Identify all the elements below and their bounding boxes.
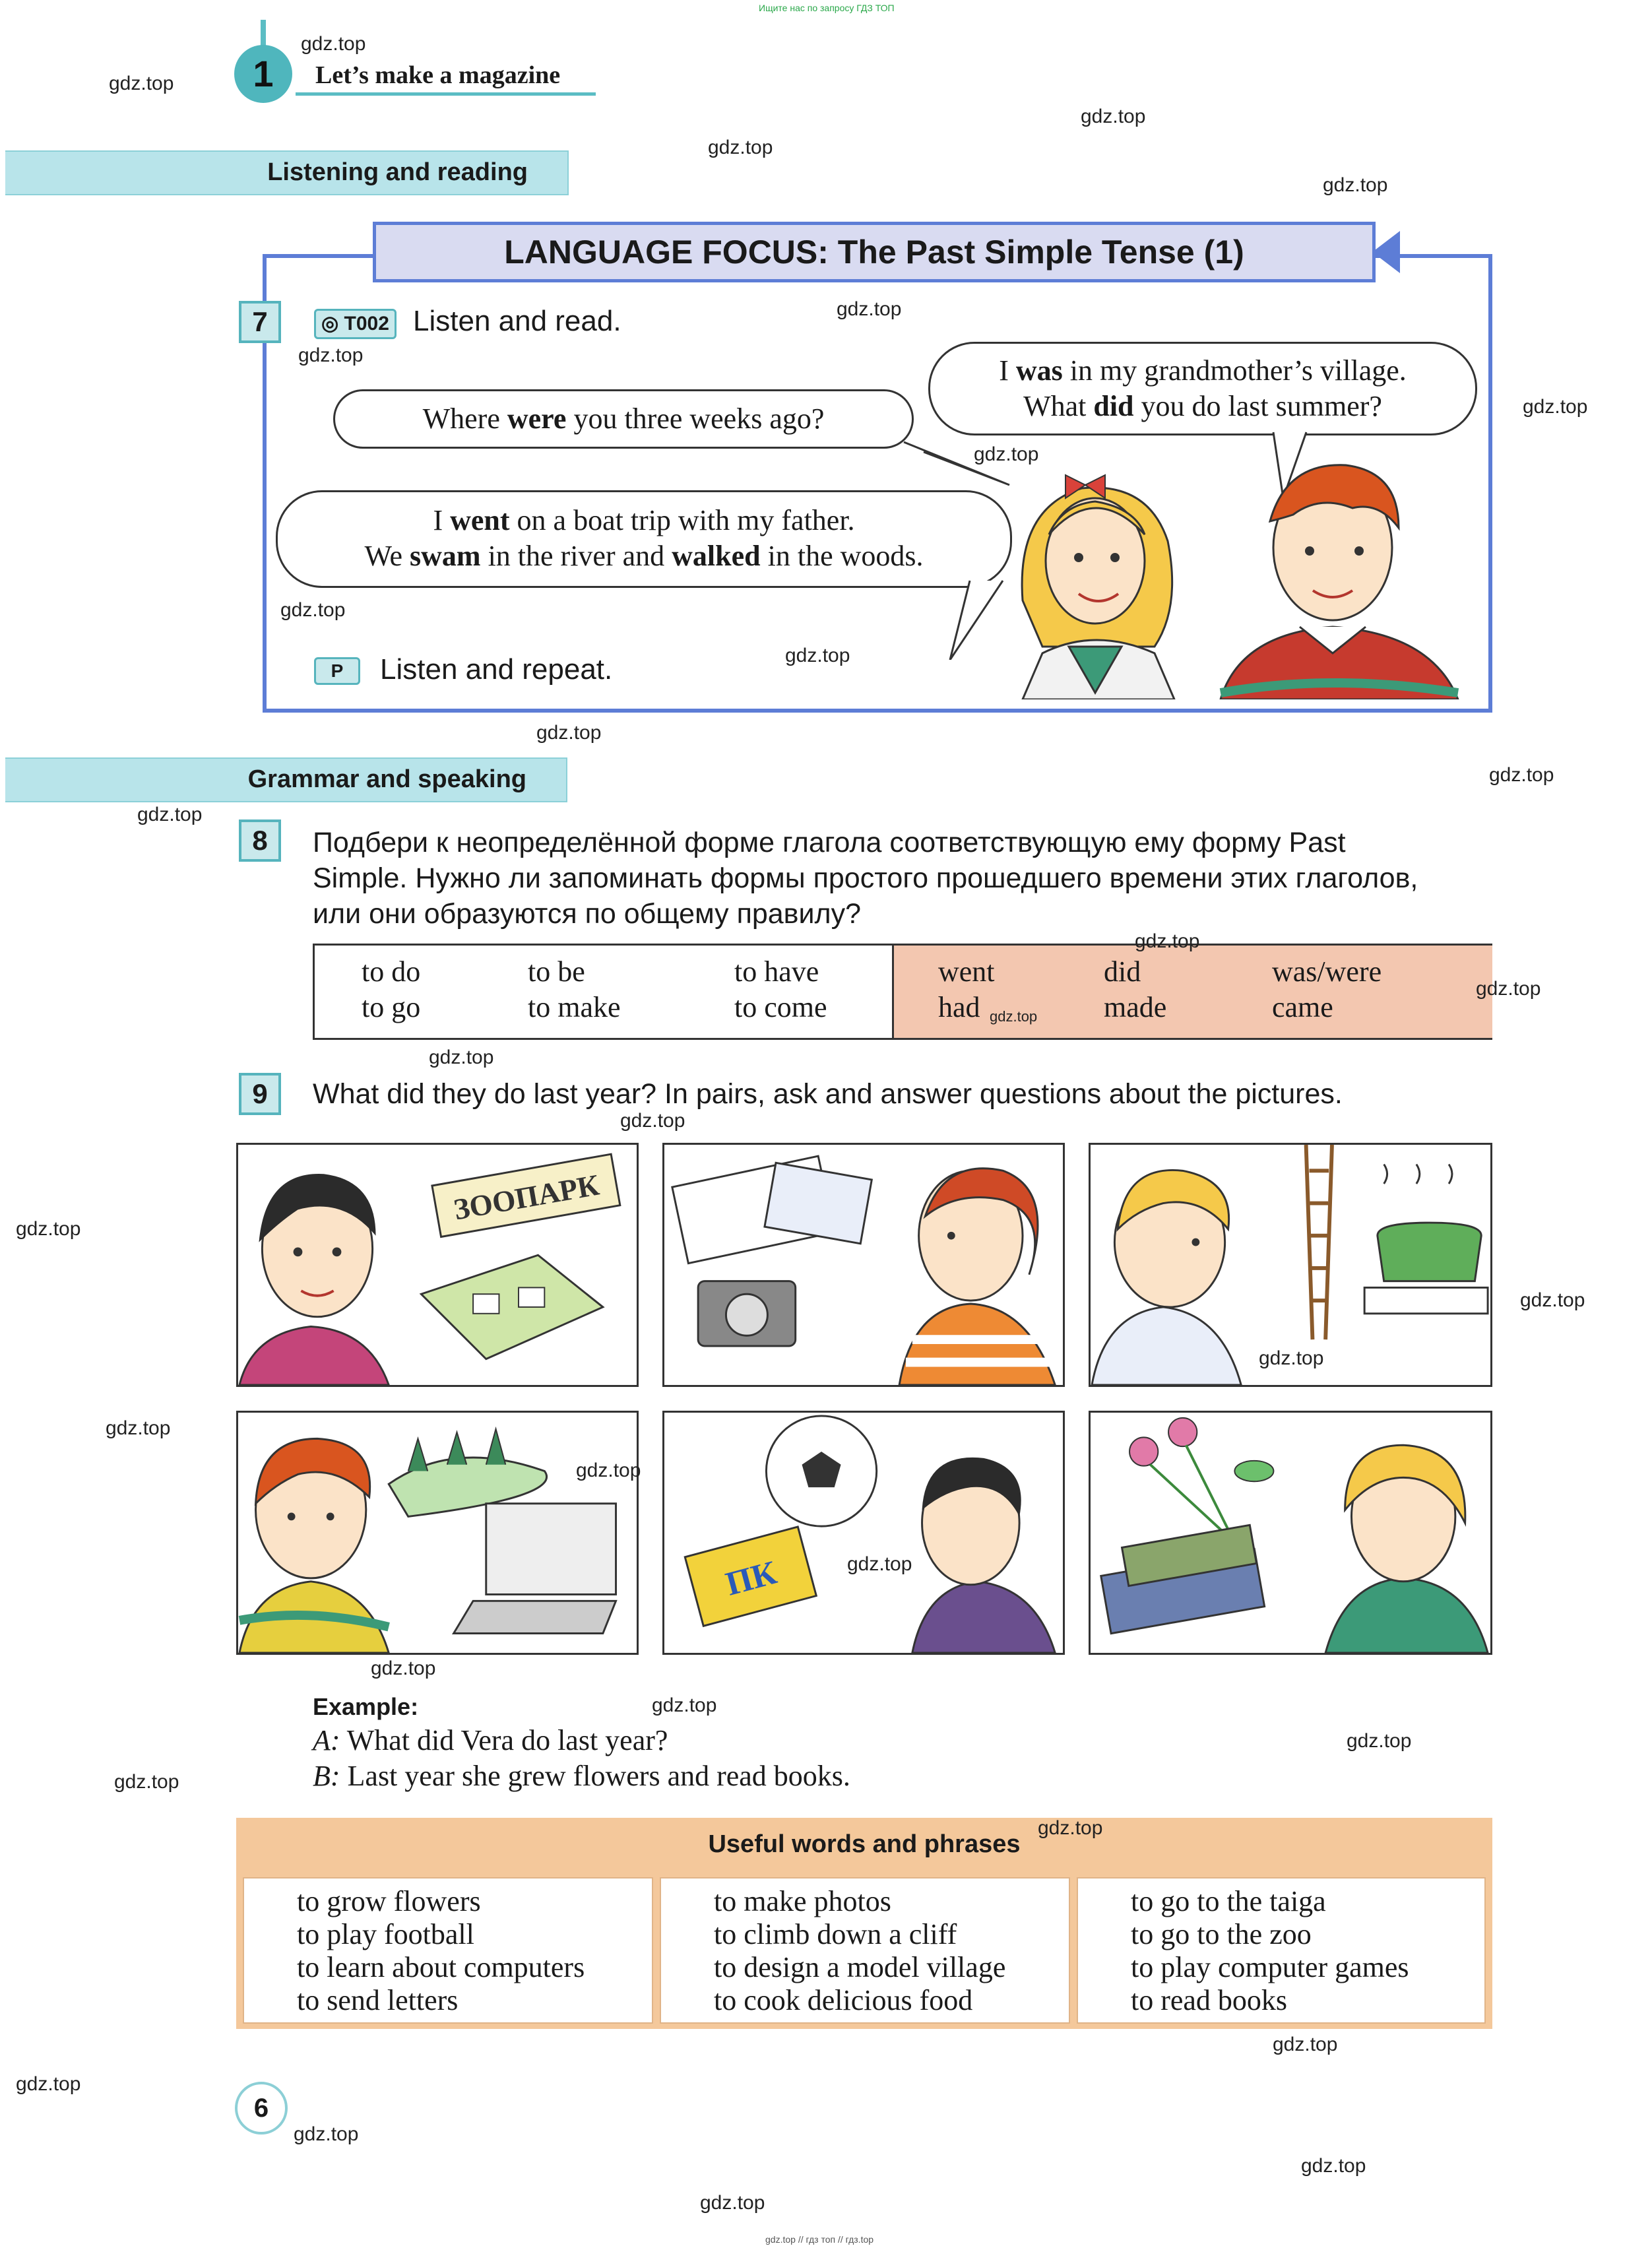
example-line-b: B: Last year she grew flowers and read books. [313,1760,850,1792]
exercise-8-line-1: Подбери к неопределённой форме глагола соответствующую ему форму Past [313,827,1346,858]
watermark: gdz.top [990,1008,1038,1025]
watermark: gdz.top [371,1657,436,1679]
watermark: gdz.top [1301,2155,1366,2177]
watermark: gdz.top [847,1553,912,1575]
repeat-instruction: Listen and repeat. [380,653,613,686]
page-number: 6 [235,2082,288,2135]
watermark: gdz.top [576,1460,641,1481]
watermark: gdz.top [652,1694,717,1716]
watermark: gdz.top [620,1110,685,1132]
useful-col-2: to make photos to climb down a cliff to design a model village to cook delicious food [660,1877,1070,2024]
section-listening-label: Listening and reading [267,158,528,186]
unit-number: 1 [234,45,292,103]
exercise-8-line-3: или они образуются по общему правилу? [313,898,862,930]
watermark: gdz.top [114,1771,179,1793]
infinitive-col-3: to have to come [734,955,827,1023]
boy-figure [1221,465,1458,699]
watermark: gdz.top [1081,106,1146,127]
watermark: gdz.top [536,722,602,744]
book-label-text: ПК [722,1553,781,1603]
watermark: gdz.top [1476,978,1541,1000]
picture-computer [236,1411,639,1655]
watermark: gdz.top [280,599,346,621]
audio-track-tag[interactable]: ◎ T002 [314,309,397,339]
picture-zoo [236,1143,639,1387]
picture-football [662,1411,1065,1655]
watermark: gdz.top [106,1417,171,1439]
useful-words-title: Useful words and phrases [236,1818,1492,1871]
past-col-1: went had [938,955,995,1023]
watermark: gdz.top [1273,2034,1338,2055]
exercise-7-instruction: Listen and read. [413,305,621,337]
picture-letters [662,1143,1065,1387]
example-label: Example: [313,1693,419,1720]
watermark: gdz.top [137,804,203,825]
watermark: gdz.top [1135,930,1200,952]
example-line-a: A: What did Vera do last year? [313,1724,668,1756]
exercise-8-line-2: Simple. Нужно ли запоминать формы простого прошедшего времени этих глаголов, [313,862,1418,894]
watermark: gdz.top [837,298,902,320]
watermark: gdz.top [429,1046,494,1068]
arrow-icon [1372,231,1400,273]
useful-col-1: to grow flowers to play football to learn about computers to send letters [243,1877,653,2024]
infinitive-col-2: to be to make [528,955,621,1023]
watermark: gdz.top [974,443,1039,465]
watermark: gdz.top [708,137,773,158]
exercise-7-number: 7 [239,301,281,343]
exercise-8-instruction [313,825,1418,932]
past-col-2: did made [1104,955,1167,1023]
useful-col-3: to go to the taiga to go to the zoo to play computer games to read books [1077,1877,1486,2024]
top-note: Ищите нас по запросу ГДЗ ТОП [759,3,895,13]
zoo-sign-text: ЗООПАРК [451,1168,602,1227]
unit-underline [296,92,596,96]
language-focus-title: LANGUAGE FOCUS: The Past Simple Tense (1) [373,222,1376,282]
speech-bubble-boy-question: Where were you three weeks ago? [333,389,914,449]
exercise-9-number: 9 [239,1073,281,1115]
watermark: gdz.top [16,2073,81,2095]
girl-figure [1022,475,1174,699]
picture-flowers-books [1089,1411,1492,1655]
section-grammar [5,757,567,802]
section-grammar-label: Grammar and speaking [247,765,526,793]
disc-icon: ◎ [321,313,344,335]
exercise-9-instruction: What did they do last year? In pairs, ask and answer questions about the pictures. [313,1078,1343,1110]
children-illustration [1003,435,1478,699]
watermark: gdz.top [16,1218,81,1240]
watermark: gdz.top [700,2192,765,2214]
watermark: gdz.top [1323,174,1388,196]
watermark: gdz.top [1259,1347,1324,1369]
watermark: gdz.top [1523,396,1588,418]
watermark: gdz.top [109,73,174,94]
unit-title: Let’s make a magazine [315,61,561,89]
watermark: gdz.top [1038,1817,1103,1839]
section-listening [5,150,569,195]
watermark: gdz.top [785,645,850,666]
watermark: gdz.top [294,2123,359,2145]
watermark: gdz.top [1347,1730,1412,1752]
past-col-3: was/were came [1272,955,1382,1023]
speech-bubble-boy-answer: I went on a boat trip with my father. We swam in the river and walked in the woods. [276,490,1012,588]
watermark: gdz.top [298,344,364,366]
speech-bubble-girl: I was in my grandmother’s village. What did you do last summer? [928,342,1477,435]
watermark: gdz.top [1489,764,1554,786]
bottom-note: gdz.top // гдз топ // гдз.top [765,2234,874,2245]
watermark: gdz.top [301,33,366,55]
infinitive-col-1: to do to go [362,955,421,1023]
exercise-8-number: 8 [239,819,281,862]
pronunciation-tag[interactable]: P [314,657,360,685]
watermark: gdz.top [1520,1289,1585,1311]
